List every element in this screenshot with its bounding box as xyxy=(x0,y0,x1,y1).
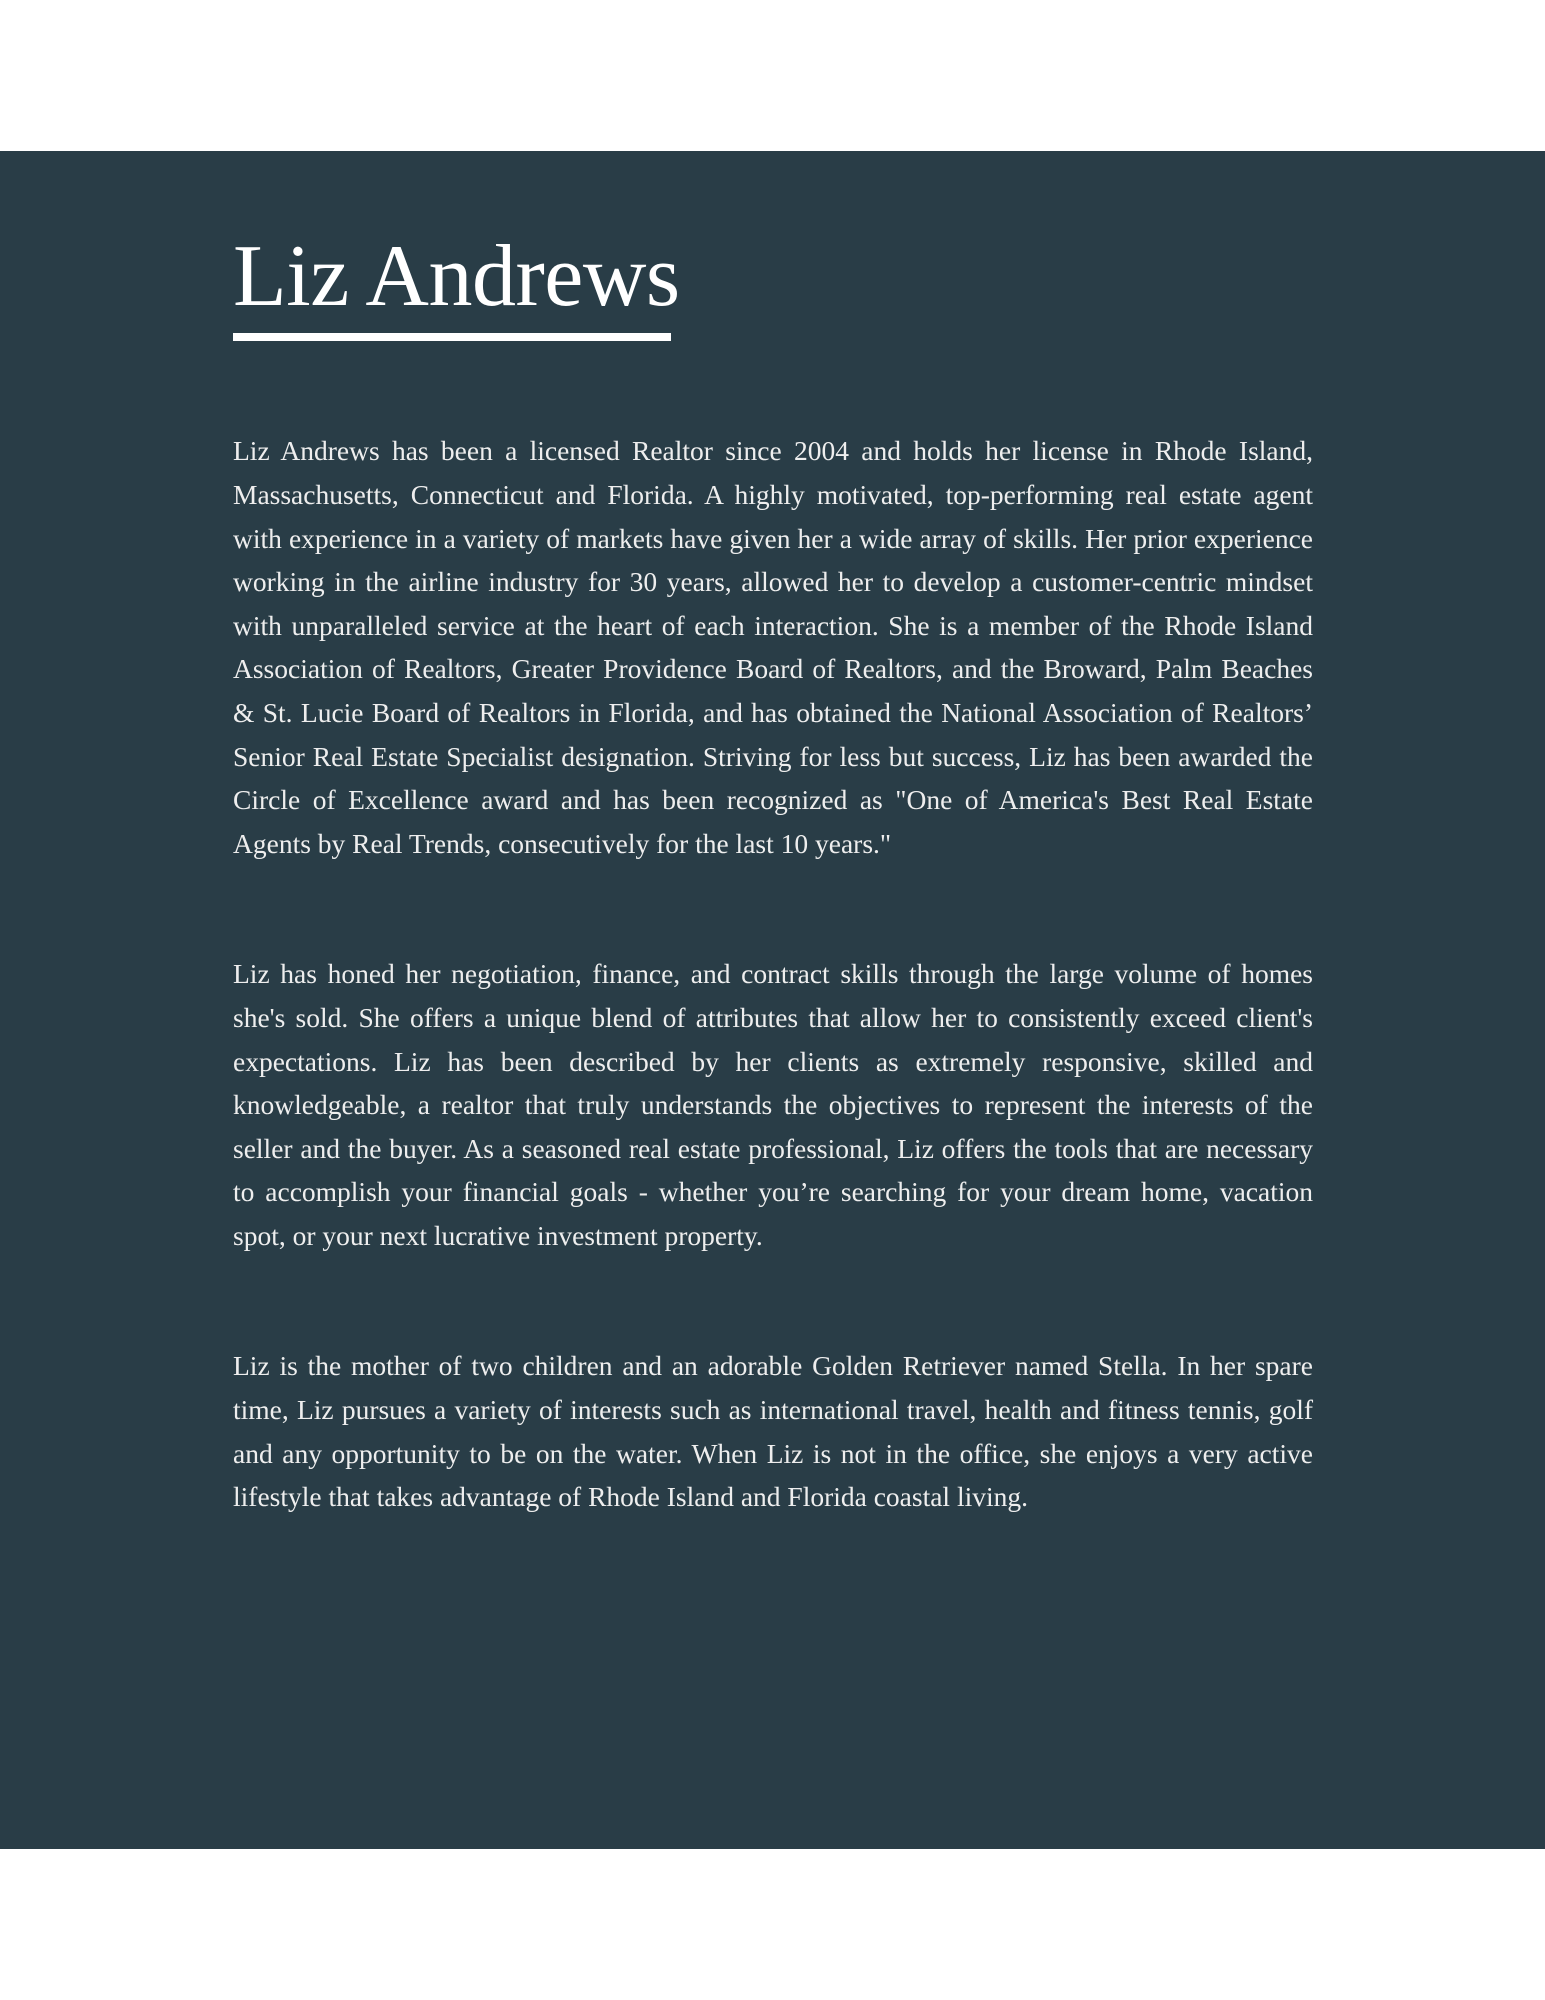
bio-panel xyxy=(0,151,1545,1849)
bio-paragraph-3: Liz is the mother of two children and an adorable Golden Retriever named Stella. In her spare time, Liz pursues a variety of interests such as international travel, health and fitness tennis, golf and any opportunity to be on the water. When Liz is not in the office, she enjoys a very active lifestyle that takes advantage of Rhode Island and Florida coastal living. xyxy=(233,1350,1313,1513)
bio-paragraph-2: Liz has honed her negotiation, finance, and contract skills through the large volume of homes she's sold. She offers a unique blend of attributes that allow her to consistently exceed client's expectations. Liz has been described by her clients as extremely responsive, skilled and knowledgeable, a realtor that truly understands the objectives to represent the interests of the seller and the buyer. As a seasoned real estate professional, Liz offers the tools that are necessary to accomplish your financial goals - whether you’re searching for your dream home, vacation spot, or your next lucrative investment property. xyxy=(233,958,1313,1251)
bio-paragraph-1: Liz Andrews has been a licensed Realtor since 2004 and holds her license in Rhode Island, Massachusetts, Connecticut and Florida. A highly motivated, top-performing real estate agent with experience in a variety of markets have given her a wide array of skills. Her prior experience working in the airline industry for 30 years, allowed her to develop a customer-centric mindset with unparalleled service at the heart of each interaction. She is a member of the Rhode Island Association of Realtors, Greater Providence Board of Realtors, and the Broward, Palm Beaches & St. Lucie Board of Realtors in Florida, and has obtained the National Association of Realtors’ Senior Real Estate Specialist designation. Striving for less but success, Liz has been awarded the Circle of Excellence award and has been recognized as "One of America's Best Real Estate Agents by Real Trends, consecutively for the last 10 years." xyxy=(233,435,1313,859)
title-underline xyxy=(233,333,671,341)
bio-content xyxy=(233,228,1313,1519)
page-title: Liz Andrews xyxy=(233,228,680,325)
